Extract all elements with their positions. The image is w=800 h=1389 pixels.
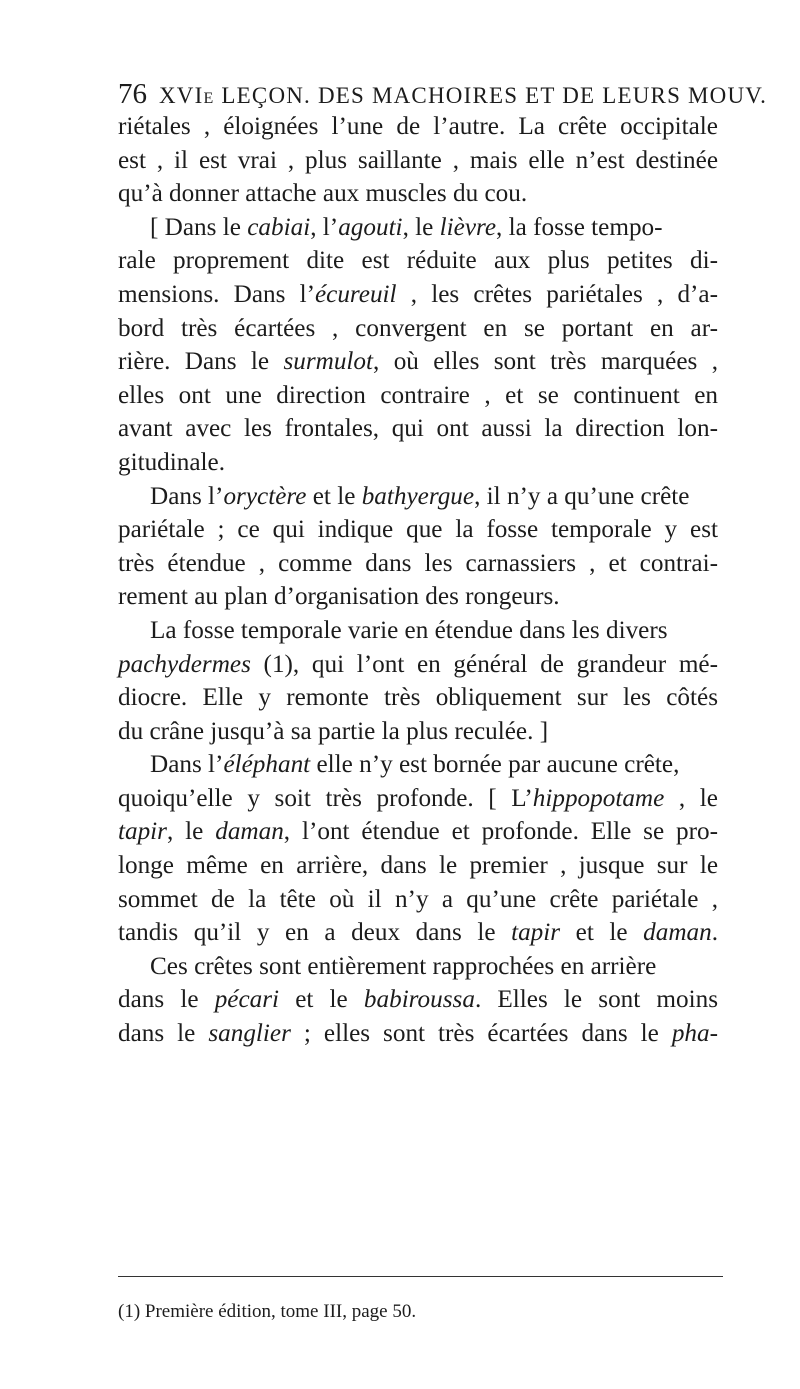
italic-term: éléphant (223, 751, 311, 779)
text-run: tandis qu’il y en a deux dans le (118, 919, 512, 947)
text-run: , le (402, 213, 440, 241)
italic-term: écureuil (314, 280, 397, 308)
text-run: très étendue , comme dans les carnassiers , et contrai- (118, 549, 718, 577)
text-run: , les crêtes pariétales , d’a- (396, 280, 718, 308)
text-line (118, 950, 718, 984)
italic-term: babiroussa (363, 986, 475, 1014)
text-line (118, 110, 718, 144)
footnote-rule (118, 1276, 723, 1277)
italic-term: pécari (214, 986, 280, 1014)
text-line (118, 883, 718, 917)
italic-term: cabiai (247, 213, 311, 241)
text-line (118, 312, 718, 346)
text-run: est , il est vrai , plus saillante , mais elle n’est destinée (118, 146, 718, 174)
text-run: du crâne jusqu’à sa partie la plus reculée. ] (118, 717, 549, 745)
text-line (118, 345, 718, 379)
text-run: . (711, 919, 718, 947)
text-run: [ Dans le (150, 213, 248, 241)
text-line (118, 1017, 718, 1051)
italic-term: agouti (338, 213, 403, 241)
text-line (118, 177, 718, 211)
text-run: , le (664, 784, 718, 812)
text-line (118, 412, 718, 446)
text-line (118, 379, 718, 413)
text-run: avant avec les frontales, qui ont aussi la direction lon- (118, 415, 718, 443)
text-line (118, 513, 718, 547)
text-run: elle n’y est bornée par aucune crête, (310, 751, 680, 779)
text-run: rement au plan d’organisation des rongeurs. (118, 583, 560, 611)
text-run: mensions. Dans l’ (118, 280, 315, 308)
text-run: riétales , éloignées l’une de l’autre. La crête occipitale (118, 113, 718, 140)
text-line (118, 614, 718, 648)
text-run: et le (279, 986, 364, 1014)
italic-term: surmulot (283, 348, 374, 376)
text-line (118, 144, 718, 178)
text-line (118, 782, 718, 816)
text-run: elles ont une direction contraire , et se continuent en (118, 381, 718, 409)
italic-term: hippopotame (532, 784, 665, 812)
footnote: (1) Première édition, tome III, page 50. (118, 1301, 417, 1322)
text-line (118, 211, 718, 245)
italic-term: bathyergue (361, 482, 475, 510)
italic-term: tapir (511, 919, 561, 947)
text-line (118, 916, 718, 950)
text-run: bord très écartées , convergent en se portant en ar- (118, 314, 718, 342)
text-run: , où elles sont très marquées , (373, 348, 718, 376)
text-run: (1), qui l’ont en général de grandeur mé- (250, 650, 718, 678)
text-run: , l’ont étendue et profonde. Elle se pro- (283, 818, 718, 846)
italic-term: tapir (118, 818, 167, 846)
text-line (118, 648, 718, 682)
text-run: La fosse temporale varie en étendue dans les divers (150, 616, 668, 644)
text-run: , la fosse tempo- (496, 213, 663, 241)
text-run: quoiqu’elle y soit très profonde. [ L’ (118, 784, 533, 812)
text-line (118, 480, 718, 514)
text-run: dans le (118, 986, 215, 1014)
page-number: 76 (118, 78, 147, 110)
text-line (118, 715, 718, 749)
text-run: longe même en arrière, dans le premier , jusque sur le (118, 852, 718, 880)
text-run: et le (306, 482, 362, 510)
text-run: rale proprement dite est réduite aux plus petites di- (118, 247, 718, 275)
text-run: , le (167, 818, 216, 846)
running-head (118, 78, 768, 111)
italic-term: oryctère (223, 482, 307, 510)
text-run: ; elles sont très écartées dans le (290, 1020, 672, 1048)
text-run: sommet de la tête où il n’y a qu’une crête pariétale , (118, 885, 718, 913)
text-line (118, 681, 718, 715)
body-text (118, 110, 718, 1051)
text-line (118, 983, 718, 1017)
running-head-title: XVIe LEÇON. DES MACHOIRES ET DE LEURS MOUV. (159, 83, 768, 108)
italic-term: pachydermes (118, 650, 251, 678)
text-run: rière. Dans le (118, 348, 284, 376)
text-run: gitudinale. (118, 448, 226, 476)
italic-term: daman (215, 818, 284, 846)
italic-term: pha- (671, 1020, 718, 1048)
text-run: , l’ (310, 213, 339, 241)
text-run: Dans l’ (150, 482, 224, 510)
text-run: . Elles le sont moins (474, 986, 719, 1014)
text-line (118, 849, 718, 883)
text-run: et le (560, 919, 644, 947)
text-line (118, 748, 718, 782)
text-run: diocre. Elle y remonte très obliquement sur les côtés (118, 684, 718, 712)
text-line (118, 547, 718, 581)
text-run: Ces crêtes sont entièrement rapprochées en arrière (150, 952, 657, 980)
text-run: Dans l’ (150, 751, 224, 779)
italic-term: lièvre (439, 213, 497, 241)
text-run: , il n’y a qu’une crête (474, 482, 690, 510)
text-run: qu’à donner attache aux muscles du cou. (118, 180, 528, 208)
italic-term: daman (643, 919, 712, 947)
text-line (118, 815, 718, 849)
text-run: pariétale ; ce qui indique que la fosse temporale y est (118, 516, 718, 544)
italic-term: sanglier (208, 1020, 291, 1048)
text-line (118, 278, 718, 312)
text-line (118, 446, 718, 480)
text-run: dans le (118, 1020, 209, 1048)
text-line (118, 580, 718, 614)
text-line (118, 244, 718, 278)
